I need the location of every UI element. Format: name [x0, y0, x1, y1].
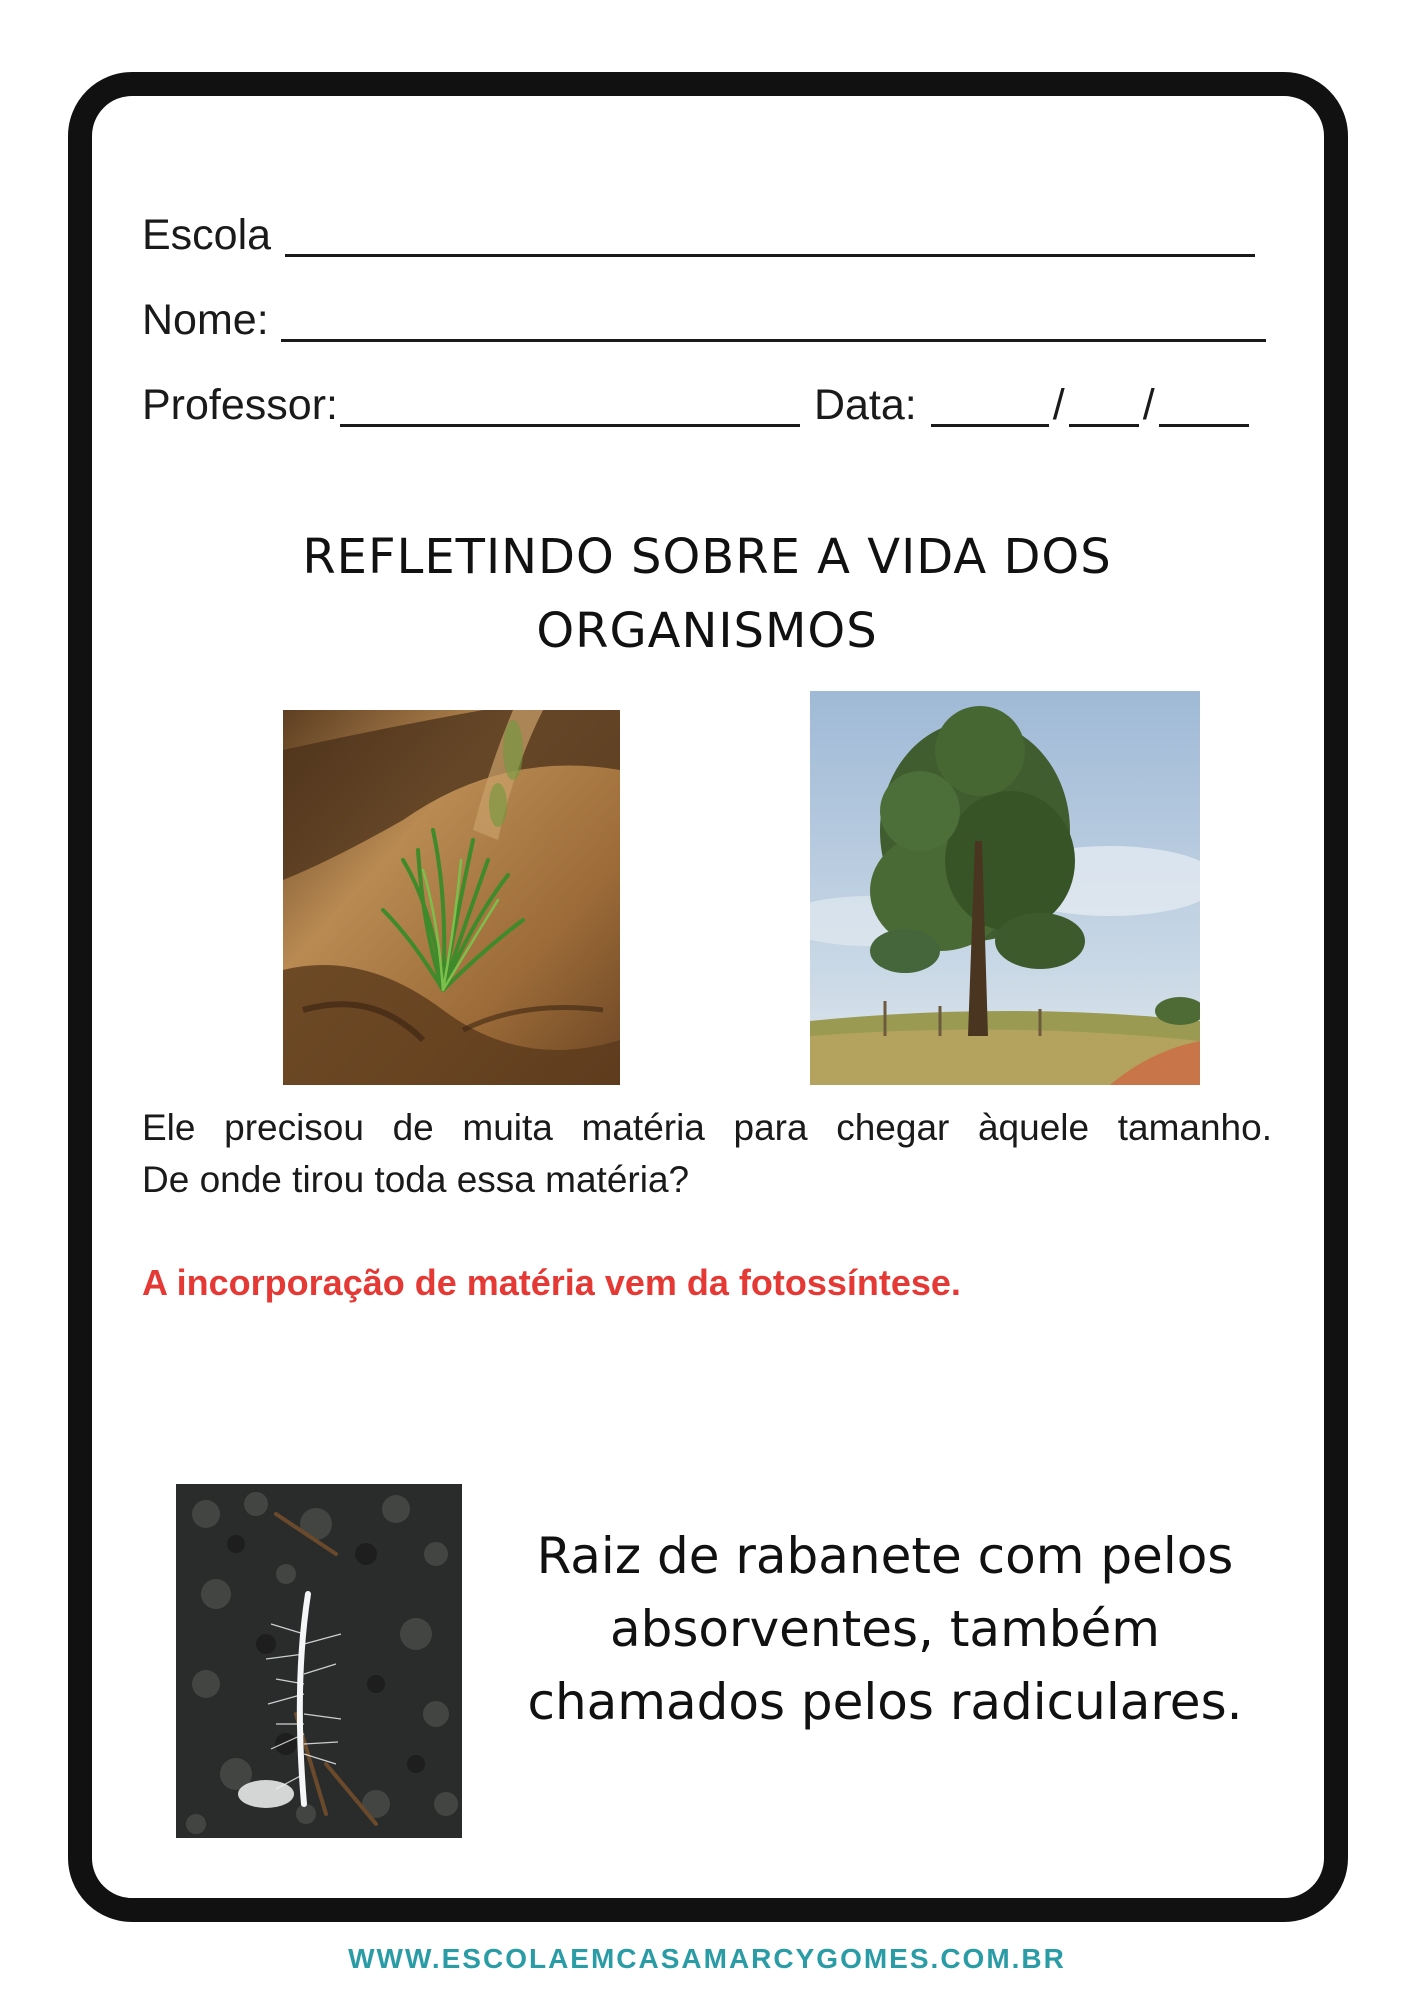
question-text: [142, 1102, 1272, 1206]
radish-caption: [505, 1520, 1265, 1739]
footer-website-link[interactable]: WWW.ESCOLAEMCASAMARCYGOMES.COM.BR: [348, 1943, 1066, 1974]
date-year-blank[interactable]: [1159, 386, 1249, 427]
professor-blank[interactable]: [340, 386, 800, 427]
answer-text: A incorporação de matéria vem da fotossíntese.: [142, 1262, 961, 1303]
question-line-2: De onde tirou toda essa matéria?: [142, 1159, 690, 1200]
page-title: [200, 520, 1214, 668]
date-day-blank[interactable]: [931, 386, 1049, 427]
caption-line-1: Raiz de rabanete com pelos: [536, 1527, 1234, 1585]
date-month-blank[interactable]: [1069, 386, 1139, 427]
seedling-photo: [283, 710, 620, 1085]
data-label: Data:: [813, 381, 917, 429]
caption-line-2: absorventes, também: [610, 1600, 1160, 1658]
caption-line-3: chamados pelos radiculares.: [527, 1673, 1243, 1731]
date-separator: /: [1052, 381, 1065, 429]
escola-label: Escola: [142, 211, 272, 259]
professor-label: Professor:: [142, 381, 338, 429]
nome-label: Nome:: [142, 296, 269, 344]
escola-blank[interactable]: [285, 216, 1255, 257]
question-line-1: Ele precisou de muita matéria para chegar àquele tamanho.: [142, 1107, 1272, 1148]
nome-blank[interactable]: [281, 301, 1266, 342]
professor-field-row: [142, 381, 1249, 429]
radish-root-photo: [176, 1484, 462, 1838]
title-line-2: ORGANISMOS: [536, 603, 878, 659]
date-separator: /: [1142, 381, 1155, 429]
nome-field-row: [142, 296, 1266, 344]
escola-field-row: [142, 211, 1255, 259]
pine-tree-photo: [810, 691, 1200, 1085]
title-line-1: REFLETINDO SOBRE A VIDA DOS: [302, 529, 1112, 585]
